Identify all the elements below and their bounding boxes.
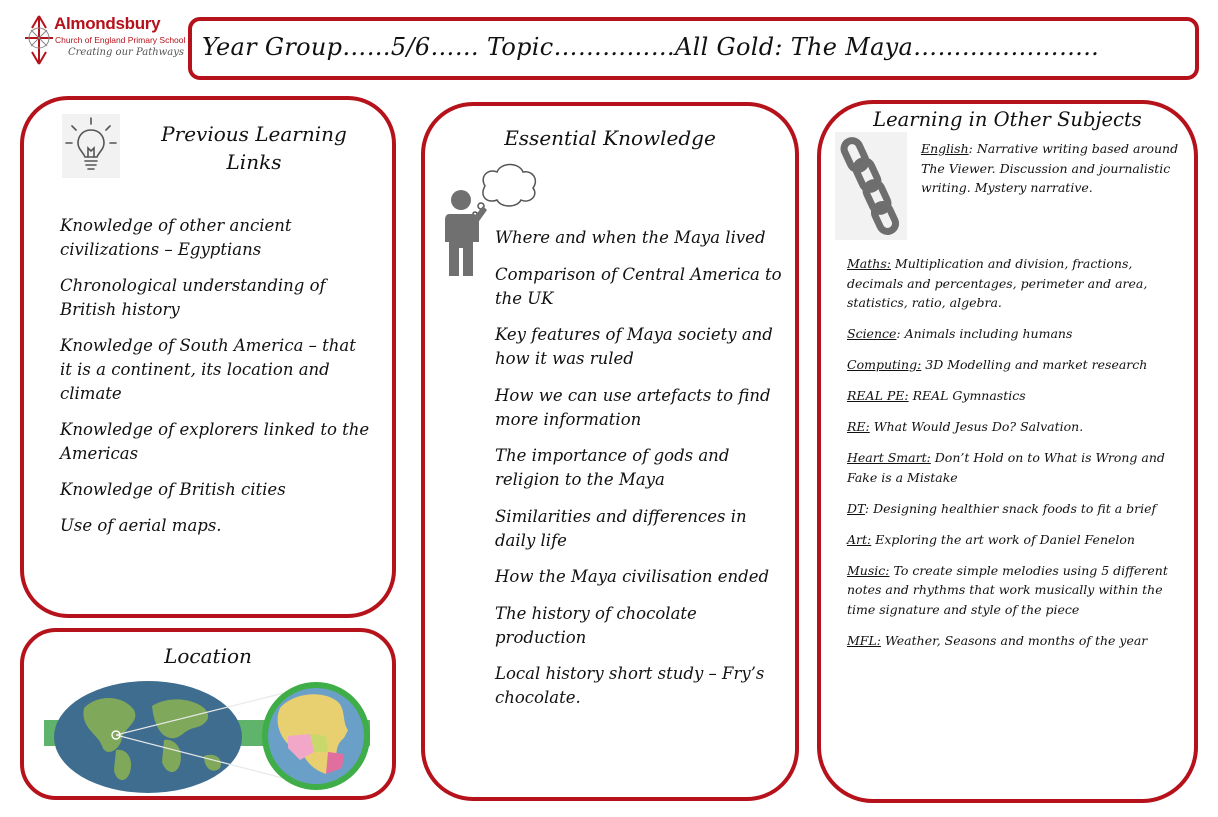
subject-name: Art: <box>847 531 872 547</box>
list-item: Use of aerial maps. <box>60 516 222 535</box>
subject-detail: 3D Modelling and market research <box>921 357 1148 372</box>
list-item <box>847 631 1182 651</box>
list-item: Chronological understanding of British history <box>60 276 326 319</box>
list-item <box>847 254 1182 313</box>
school-subtitle: Church of England Primary School <box>55 35 186 45</box>
list-item <box>847 386 1182 406</box>
essential-knowledge-panel <box>421 102 799 801</box>
list-item: Knowledge of explorers linked to the Americas <box>60 420 370 463</box>
world-map-illustration <box>44 678 370 796</box>
chain-links-icon <box>835 132 907 240</box>
school-name: Almondsbury <box>54 14 161 33</box>
list-item: Where and when the Maya lived <box>495 228 766 247</box>
other-subjects-title: Learning in Other Subjects <box>873 108 1142 131</box>
list-item: The importance of gods and religion to the Maya <box>495 446 730 489</box>
list-item: Key features of Maya society and how it was ruled <box>495 325 773 368</box>
list-item <box>847 324 1182 344</box>
subject-detail: Exploring the art work of Daniel Fenelon <box>871 531 1135 547</box>
subject-name: RE: <box>847 419 870 434</box>
subject-detail: REAL Gymnastics <box>908 388 1026 403</box>
subject-name: Maths: <box>847 256 891 271</box>
subject-detail: : Designing healthier snack foods to fit a brief <box>864 500 1157 516</box>
subject-detail: Don’t Hold on to What is Wrong and Fake is a Mistake <box>847 450 1165 485</box>
subject-name: Music: <box>847 562 890 578</box>
list-item: Similarities and differences in daily life <box>495 506 747 550</box>
list-item <box>847 417 1182 437</box>
list-item: Knowledge of British cities <box>60 480 286 499</box>
subject-detail: : Animals including humans <box>896 326 1073 341</box>
other-subjects-list <box>847 254 1182 662</box>
subject-name: Science <box>847 326 897 341</box>
subject-detail: To create simple melodies using 5 different notes and rhythms that work musically within the time signature and style of the piece <box>847 562 1168 617</box>
list-item: The history of chocolate production <box>495 603 697 647</box>
subject-detail: : Narrative writing based around The Viewer. Discussion and journalistic writing. Mystery narrative. <box>921 141 1179 195</box>
list-item <box>847 448 1182 487</box>
previous-learning-panel <box>20 96 396 618</box>
previous-learning-list <box>60 214 370 550</box>
subject-name: MFL: <box>847 632 881 648</box>
english-entry <box>921 139 1181 198</box>
essential-knowledge-list <box>495 226 785 723</box>
list-item: Knowledge of South America – that it is a continent, its location and climate <box>60 336 356 403</box>
cross-emblem-icon <box>22 12 56 68</box>
list-item <box>847 355 1182 375</box>
list-item: Knowledge of other ancient civilizations – Egyptians <box>60 216 292 259</box>
essential-knowledge-title: Essential Knowledge <box>504 126 716 150</box>
location-panel <box>20 628 396 800</box>
lightbulb-icon <box>62 114 120 178</box>
list-item <box>847 561 1182 620</box>
subject-name: Heart Smart: <box>847 450 931 465</box>
school-tagline: Creating our Pathways <box>68 47 184 58</box>
list-item <box>847 499 1182 519</box>
subject-name: REAL PE: <box>847 388 909 403</box>
list-item: How the Maya civilisation ended <box>495 567 770 586</box>
list-item: Comparison of Central America to the UK <box>495 264 782 308</box>
previous-learning-title: Previous Learning Links <box>161 122 347 174</box>
subject-name: DT <box>847 500 865 516</box>
subject-detail: Weather, Seasons and months of the year <box>880 632 1148 648</box>
list-item <box>847 530 1182 550</box>
other-subjects-panel <box>817 100 1198 803</box>
subject-detail: Multiplication and division, fractions, decimals and percentages, perimeter and area, statistics, ratio, algebra. <box>847 256 1148 310</box>
header-banner <box>188 17 1199 80</box>
location-title: Location <box>164 644 252 668</box>
year-topic-heading: Year Group……5/6…… Topic……………All Gold: The Maya………………….. <box>202 33 1100 61</box>
subject-name: English <box>921 141 969 156</box>
list-item: How we can use artefacts to find more information <box>495 385 771 429</box>
subject-detail: What Would Jesus Do? Salvation. <box>869 419 1084 434</box>
subject-name: Computing: <box>847 357 922 372</box>
school-logo <box>22 12 186 74</box>
list-item: Local history short study – Fry’s chocolate. <box>495 664 765 707</box>
